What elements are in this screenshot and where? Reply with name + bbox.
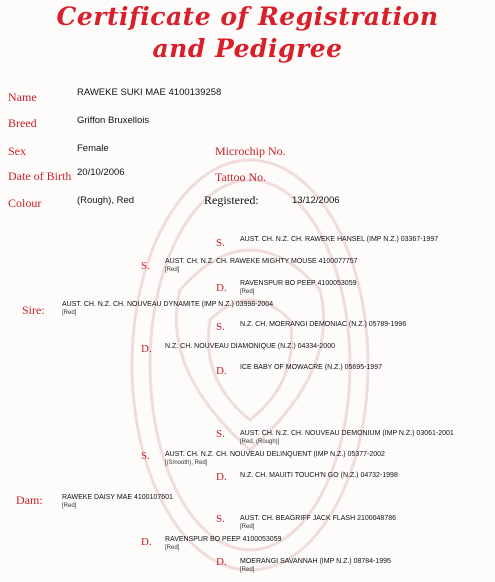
- pedigree-sire-dam-sire: N.Z. CH. MOERANGI DEMONIAC (N.Z.) 05789-1996: [240, 321, 407, 328]
- pedigree-sire-dam: N.Z. CH. NOUVEAU DIAMONIQUE (N.Z.) 04334-2000: [165, 343, 335, 350]
- pedigree-sire: AUST. CH. N.Z. CH. NOUVEAU DYNAMITE (IMP N.Z.) 03998-2004 [Red]: [62, 301, 274, 316]
- pedigree-sire-sire: AUST. CH. N.Z. CH. RAWEKE MIGHTY MOUSE 4100077757 [Red]: [165, 258, 358, 273]
- dsd-marker: D.: [216, 471, 227, 483]
- ssd-marker: D.: [216, 282, 227, 294]
- registered-label: Registered:: [204, 193, 259, 207]
- sd-marker: D.: [141, 343, 152, 355]
- pedigree-dam-sire-dam: N.Z. CH. MAUITI TOUCH'N GO (N.Z.) 04732-1998: [240, 472, 398, 479]
- certificate-title: Certificate of Registration: [56, 2, 439, 31]
- pedigree-dam-dam-dam: MOERANGI SAVANNAH (IMP N.Z.) 08784-1995 [Red]: [240, 558, 391, 573]
- certificate-subtitle: and Pedigree: [152, 34, 343, 63]
- pedigree-dam-dam-sire: AUST. CH. BEAGRIFF JACK FLASH 2100048786 [Red]: [240, 515, 397, 530]
- pedigree-dam: RAWEKE DAISY MAE 4100107601 [Red]: [62, 494, 173, 509]
- dd-marker: D.: [141, 536, 152, 548]
- dds-marker: S.: [216, 513, 225, 525]
- breed-label: Breed: [8, 116, 37, 130]
- name-value: RAWEKE SUKI MAE 4100139258: [77, 87, 222, 98]
- name-label: Name: [8, 90, 37, 104]
- tattoo-label: Tattoo No.: [215, 170, 267, 184]
- sex-label: Sex: [8, 144, 26, 158]
- dam-label: Dam:: [16, 493, 43, 507]
- ddd-marker: D.: [216, 556, 227, 568]
- sex-value: Female: [77, 143, 109, 154]
- dob-label: Date of Birth: [8, 169, 72, 183]
- microchip-label: Microchip No.: [215, 144, 286, 158]
- pedigree-sire-dam-dam: ICE BABY OF MOWACRE (N.Z.) 05695-1997: [240, 364, 382, 371]
- pedigree-sire-sire-sire: AUST. CH. N.Z. CH. RAWEKE HANSEL (IMP N.Z.) 03367-1997: [240, 236, 439, 243]
- sss-marker: S.: [216, 237, 225, 249]
- dob-value: 20/10/2006: [77, 167, 125, 178]
- sire-label: Sire:: [22, 303, 45, 317]
- colour-label: Colour: [8, 196, 42, 210]
- sds-marker: S.: [216, 321, 225, 333]
- pedigree-dam-sire-sire: AUST. CH. N.Z. CH. NOUVEAU DEMONIUM (IMP N.Z.) 03061-2001 [Red, (Rough)]: [240, 430, 454, 445]
- ss-marker: S.: [141, 260, 150, 272]
- pedigree-dam-sire: AUST. CH. N.Z. CH. NOUVEAU DELINQUENT (IMP N.Z.) 05377-2002 [(Smooth), Red]: [165, 451, 385, 466]
- sdd-marker: D.: [216, 365, 227, 377]
- registered-value: 13/12/2006: [292, 195, 340, 206]
- dss-marker: S.: [216, 428, 225, 440]
- colour-value: (Rough), Red: [77, 195, 135, 206]
- pedigree-dam-dam: RAVENSPUR BO PEEP 4100053059 [Red]: [165, 536, 282, 551]
- ds-marker: S.: [141, 450, 150, 462]
- pedigree-sire-sire-dam: RAVENSPUR BO PEEP 4100053059 [Red]: [240, 280, 357, 295]
- breed-value: Griffon Bruxellois: [77, 115, 150, 126]
